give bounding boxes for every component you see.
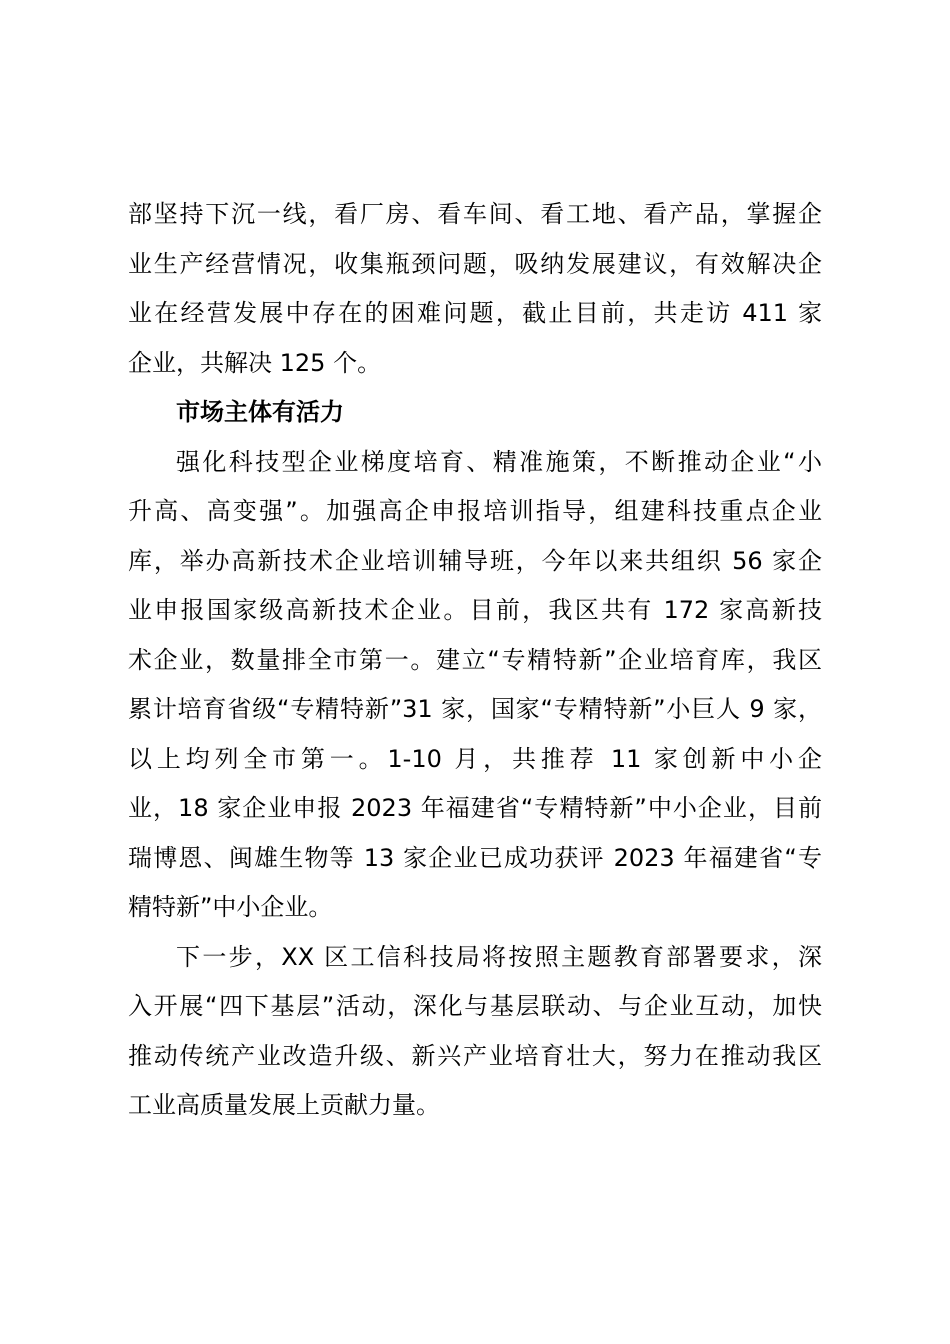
text-line: 强化科技型企业梯度培育、精准施策，不断推动企业“小	[176, 447, 822, 476]
text-line: 业生产经营情况，收集瓶颈问题，吸纳发展建议，有效解决企	[128, 249, 822, 278]
text-line: 业，18 家企业申报 2023 年福建省“专精特新”中小企业，目前	[128, 794, 822, 822]
text-line: 部坚持下沉一线，看厂房、看车间、看工地、看产品，掌握企	[128, 200, 822, 228]
paragraph-cultivation	[128, 438, 822, 933]
text-line: 入开展“四下基层”活动，深化与基层联动、与企业互动，加快	[128, 992, 822, 1020]
text-line: 累计培育省级“专精特新”31 家，国家“专精特新”小巨人 9 家，	[128, 695, 822, 723]
paragraph-visits	[128, 190, 822, 388]
text-line: 业申报国家级高新技术企业。目前，我区共有 172 家高新技	[128, 596, 822, 624]
text-line: 企业，共解决 125 个。	[128, 348, 382, 377]
paragraph-next-steps	[128, 933, 822, 1131]
text-line: 以上均列全市第一。1-10 月，共推荐 11 家创新中小企	[128, 744, 822, 773]
text-line: 精特新”中小企业。	[128, 893, 333, 921]
text-line: 下一步，XX 区工信科技局将按照主题教育部署要求，深	[176, 942, 822, 971]
text-line: 业在经营发展中存在的困难问题，截止目前，共走访 411 家	[128, 299, 822, 327]
text-line: 升高、高变强”。加强高企申报培训指导，组建科技重点企业	[128, 497, 822, 525]
text-line: 术企业，数量排全市第一。建立“专精特新”企业培育库，我区	[128, 645, 822, 674]
text-line: 工业高质量发展上贡献力量。	[128, 1091, 440, 1119]
text-line: 库，举办高新技术企业培训辅导班，今年以来共组织 56 家企	[128, 546, 822, 575]
document-body	[128, 190, 822, 1131]
text-line: 瑞博恩、闽雄生物等 13 家企业已成功获评 2023 年福建省“专	[128, 843, 822, 872]
section-heading: 市场主体有活力	[176, 398, 344, 426]
text-line: 推动传统产业改造升级、新兴产业培育壮大，努力在推动我区	[128, 1041, 822, 1070]
